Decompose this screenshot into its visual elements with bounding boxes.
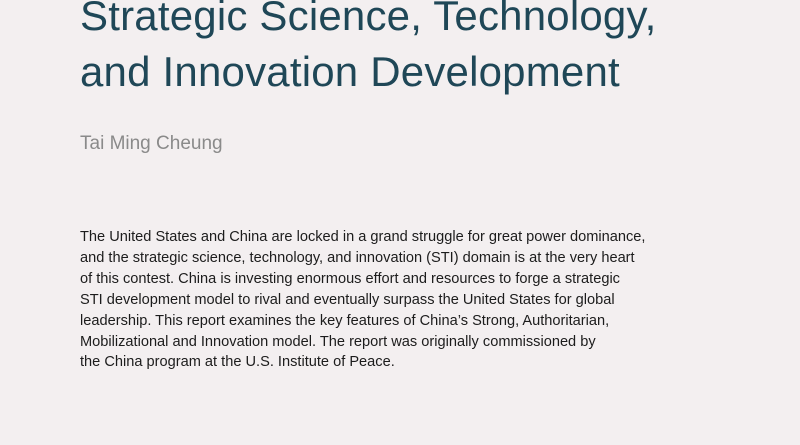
author-name: Tai Ming Cheung <box>80 133 223 154</box>
abstract-line: the China program at the U.S. Institute of Peace. <box>80 354 395 371</box>
abstract-line: leadership. This report examines the key features of China’s Strong, Authoritarian, <box>80 312 610 329</box>
title-line: Strategic Science, Technology, <box>80 0 657 39</box>
abstract-line: STI development model to rival and eventually surpass the United States for global <box>80 291 615 308</box>
document-title <box>80 0 780 100</box>
abstract-line: of this contest. China is investing enormous effort and resources to forge a strategic <box>80 270 620 287</box>
abstract-paragraph <box>80 227 720 373</box>
abstract-line: The United States and China are locked in a grand struggle for great power dominance, <box>80 229 646 245</box>
abstract-line: Mobilizational and Innovation model. The report was originally commissioned by <box>80 333 596 350</box>
abstract-line: and the strategic science, technology, and innovation (STI) domain is at the very heart <box>80 249 635 266</box>
title-line: and Innovation Development <box>80 48 620 95</box>
